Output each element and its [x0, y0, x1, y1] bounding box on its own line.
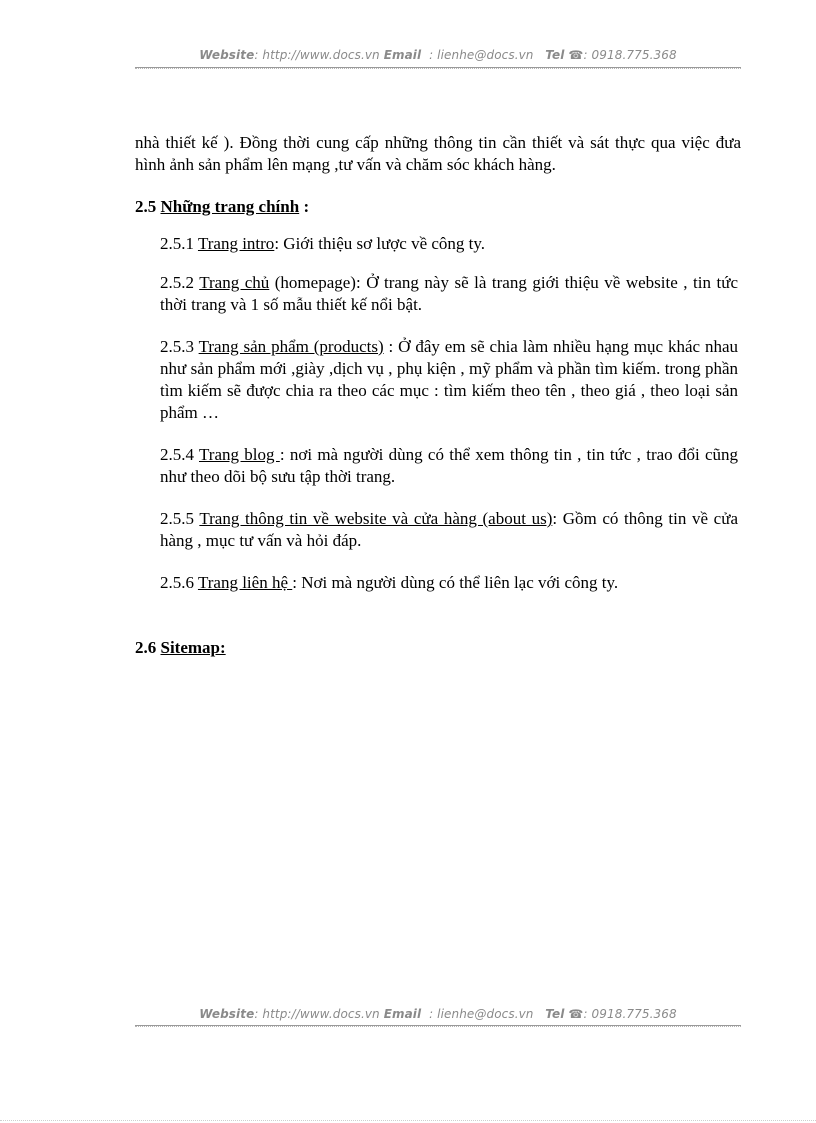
- item-2-5-5: [160, 508, 738, 552]
- item-2-5-4: [160, 444, 738, 488]
- item-title: Trang thông tin về website và cửa hàng (about us): [199, 509, 553, 528]
- page-header: [135, 48, 741, 62]
- item-text: : Nơi mà người dùng có thể liên lạc với công ty.: [292, 573, 619, 592]
- item-text: : Gồm có thông tin về cửa hàng , mục tư vấn và hỏi đáp.: [160, 509, 738, 550]
- page-footer: [135, 1007, 741, 1021]
- item-2-5-1: [160, 233, 738, 255]
- header-email-value: : lienhe@docs.vn: [429, 48, 534, 62]
- footer-divider: [135, 1025, 741, 1027]
- phone-icon: ☎: [568, 1007, 584, 1021]
- section-2-6-number: 2.6: [135, 638, 157, 657]
- item-number: 2.5.6: [160, 573, 194, 592]
- item-text: (homepage): Ở trang này sẽ là trang giới thiệu về website , tin tức thời trang và 1 số mẫu thiết kế nổi bật.: [160, 273, 738, 314]
- header-tel-value: : 0918.775.368: [583, 48, 677, 62]
- section-2-6-heading: [135, 637, 226, 659]
- item-title: Trang sản phẩm (products): [198, 337, 384, 356]
- item-title: Trang intro: [197, 234, 275, 253]
- item-number: 2.5.2: [160, 273, 194, 292]
- item-title: Trang chủ: [199, 273, 270, 292]
- item-text: : Giới thiệu sơ lược về công ty.: [274, 234, 486, 253]
- header-divider: [135, 67, 741, 69]
- section-2-5-suffix: :: [299, 197, 310, 216]
- item-2-5-6: [160, 572, 738, 594]
- item-number: 2.5.1: [160, 234, 194, 253]
- section-2-5-title: Những trang chính: [160, 197, 300, 216]
- header-email-label: Email: [383, 48, 422, 62]
- footer-email-label: Email: [383, 1007, 422, 1021]
- footer-tel-label: Tel: [545, 1007, 565, 1021]
- header-website-label: Website: [199, 48, 255, 62]
- item-2-5-3: [160, 336, 738, 424]
- item-number: 2.5.3: [160, 337, 194, 356]
- footer-tel-value: : 0918.775.368: [583, 1007, 677, 1021]
- item-2-5-2: [160, 272, 738, 316]
- phone-icon: ☎: [568, 48, 584, 62]
- item-text: : nơi mà người dùng có thể xem thông tin , tin tức , trao đổi cũng như theo dõi bộ sưu tập thời trang.: [160, 445, 739, 486]
- section-2-5-number: 2.5: [135, 197, 157, 216]
- intro-paragraph: nhà thiết kế ). Đồng thời cung cấp những thông tin cần thiết và sát thực qua việc đưa hình ảnh sản phẩm lên mạng ,tư vấn và chăm sóc khách hàng.: [135, 133, 741, 174]
- item-number: 2.5.5: [160, 509, 194, 528]
- header-tel-label: Tel: [545, 48, 565, 62]
- page-edge-divider: [0, 1120, 816, 1121]
- item-text: : Ở đây em sẽ chia làm nhiều hạng mục khác nhau như sản phẩm mới ,giày ,dịch vụ , phụ kiện , mỹ phẩm và phần tìm kiếm. trong phần tìm kiếm sẽ được chia ra theo các mục : tìm kiếm theo tên , theo giá , theo loại sản phẩm …: [160, 337, 738, 422]
- section-2-5-heading: [135, 196, 309, 218]
- footer-website-value: : http://www.docs.vn: [254, 1007, 380, 1021]
- footer-email-value: : lienhe@docs.vn: [429, 1007, 534, 1021]
- section-2-6-title: Sitemap:: [160, 638, 226, 657]
- item-title: Trang blog: [199, 445, 280, 464]
- header-website-value: : http://www.docs.vn: [254, 48, 380, 62]
- footer-website-label: Website: [199, 1007, 255, 1021]
- item-number: 2.5.4: [160, 445, 194, 464]
- item-title: Trang liên hệ: [197, 573, 293, 592]
